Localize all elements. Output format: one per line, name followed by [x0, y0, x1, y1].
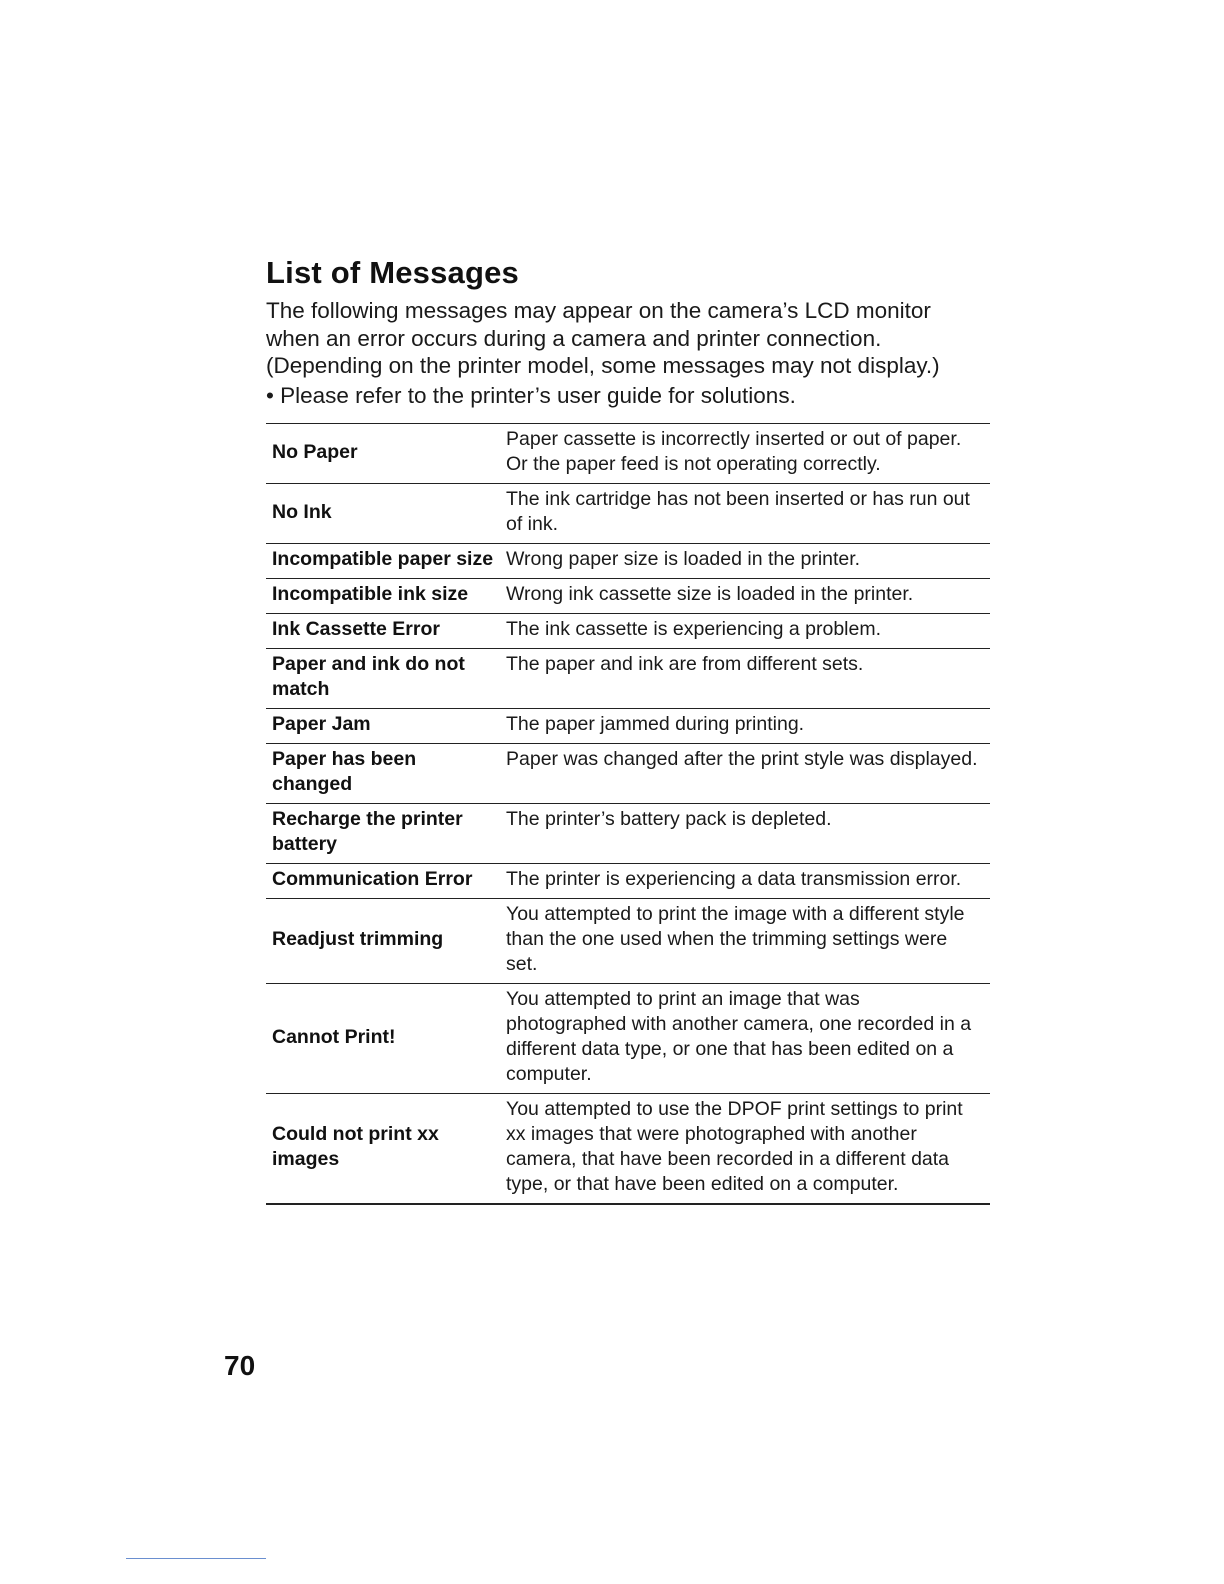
table-row [266, 984, 990, 1094]
message-name: No Ink [266, 484, 500, 544]
table-row [266, 899, 990, 984]
message-description: The paper jammed during printing. [500, 709, 990, 744]
manual-page [266, 255, 990, 1205]
message-description: The ink cartridge has not been inserted or has run out of ink. [500, 484, 990, 544]
scan-artifact-line [126, 1558, 266, 1559]
message-name: Ink Cassette Error [266, 614, 500, 649]
page-title: List of Messages [266, 255, 520, 290]
note-bullet: • Please refer to the printer’s user guide for solutions. [266, 382, 796, 408]
table-row [266, 544, 990, 579]
message-description: You attempted to print the image with a different style than the one used when the trimming settings were set. [500, 899, 990, 984]
message-name: Incompatible paper size [266, 544, 500, 579]
page-number: 70 [224, 1350, 256, 1381]
message-name: Could not print xx images [266, 1094, 500, 1205]
messages-table [266, 423, 990, 1205]
message-description: Wrong ink cassette size is loaded in the printer. [500, 579, 990, 614]
message-name: No Paper [272, 440, 358, 463]
message-description: Wrong paper size is loaded in the printer. [500, 544, 990, 579]
intro-paragraph: The following messages may appear on the camera’s LCD monitor when an error occurs during a camera and printer connection. (Depending on the printer model, some messages may not display.) [266, 298, 940, 378]
message-description: The printer is experiencing a data transmission error. [500, 864, 990, 899]
message-name: Recharge the printer battery [266, 804, 500, 864]
table-row [266, 424, 990, 484]
message-description: You attempted to print an image that was photographed with another camera, one recorded in a different data type, or one that has been edited on a computer. [500, 984, 990, 1094]
message-name: Incompatible ink size [266, 579, 500, 614]
message-description: The paper and ink are from different sets. [500, 649, 990, 709]
message-description: Paper was changed after the print style was displayed. [500, 744, 990, 804]
table-row [266, 484, 990, 544]
message-description: Paper cassette is incorrectly inserted or out of paper. Or the paper feed is not operating correctly. [506, 428, 962, 475]
message-name: Paper Jam [266, 709, 500, 744]
message-name: Communication Error [266, 864, 500, 899]
message-name: Cannot Print! [266, 984, 500, 1094]
message-description: The ink cassette is experiencing a problem. [500, 614, 990, 649]
message-description: You attempted to use the DPOF print settings to print xx images that were photographed with another camera, that have been recorded in a different data type, or that have been edited on a computer. [500, 1094, 990, 1205]
table-row [266, 1094, 990, 1205]
table-row [266, 744, 990, 804]
message-name: Paper has been changed [266, 744, 500, 804]
table-row [266, 579, 990, 614]
table-row [266, 864, 990, 899]
message-name: Paper and ink do not match [266, 649, 500, 709]
table-row [266, 649, 990, 709]
table-row [266, 614, 990, 649]
table-row [266, 709, 990, 744]
table-row [266, 804, 990, 864]
message-description: The printer’s battery pack is depleted. [500, 804, 990, 864]
message-name: Readjust trimming [266, 899, 500, 984]
